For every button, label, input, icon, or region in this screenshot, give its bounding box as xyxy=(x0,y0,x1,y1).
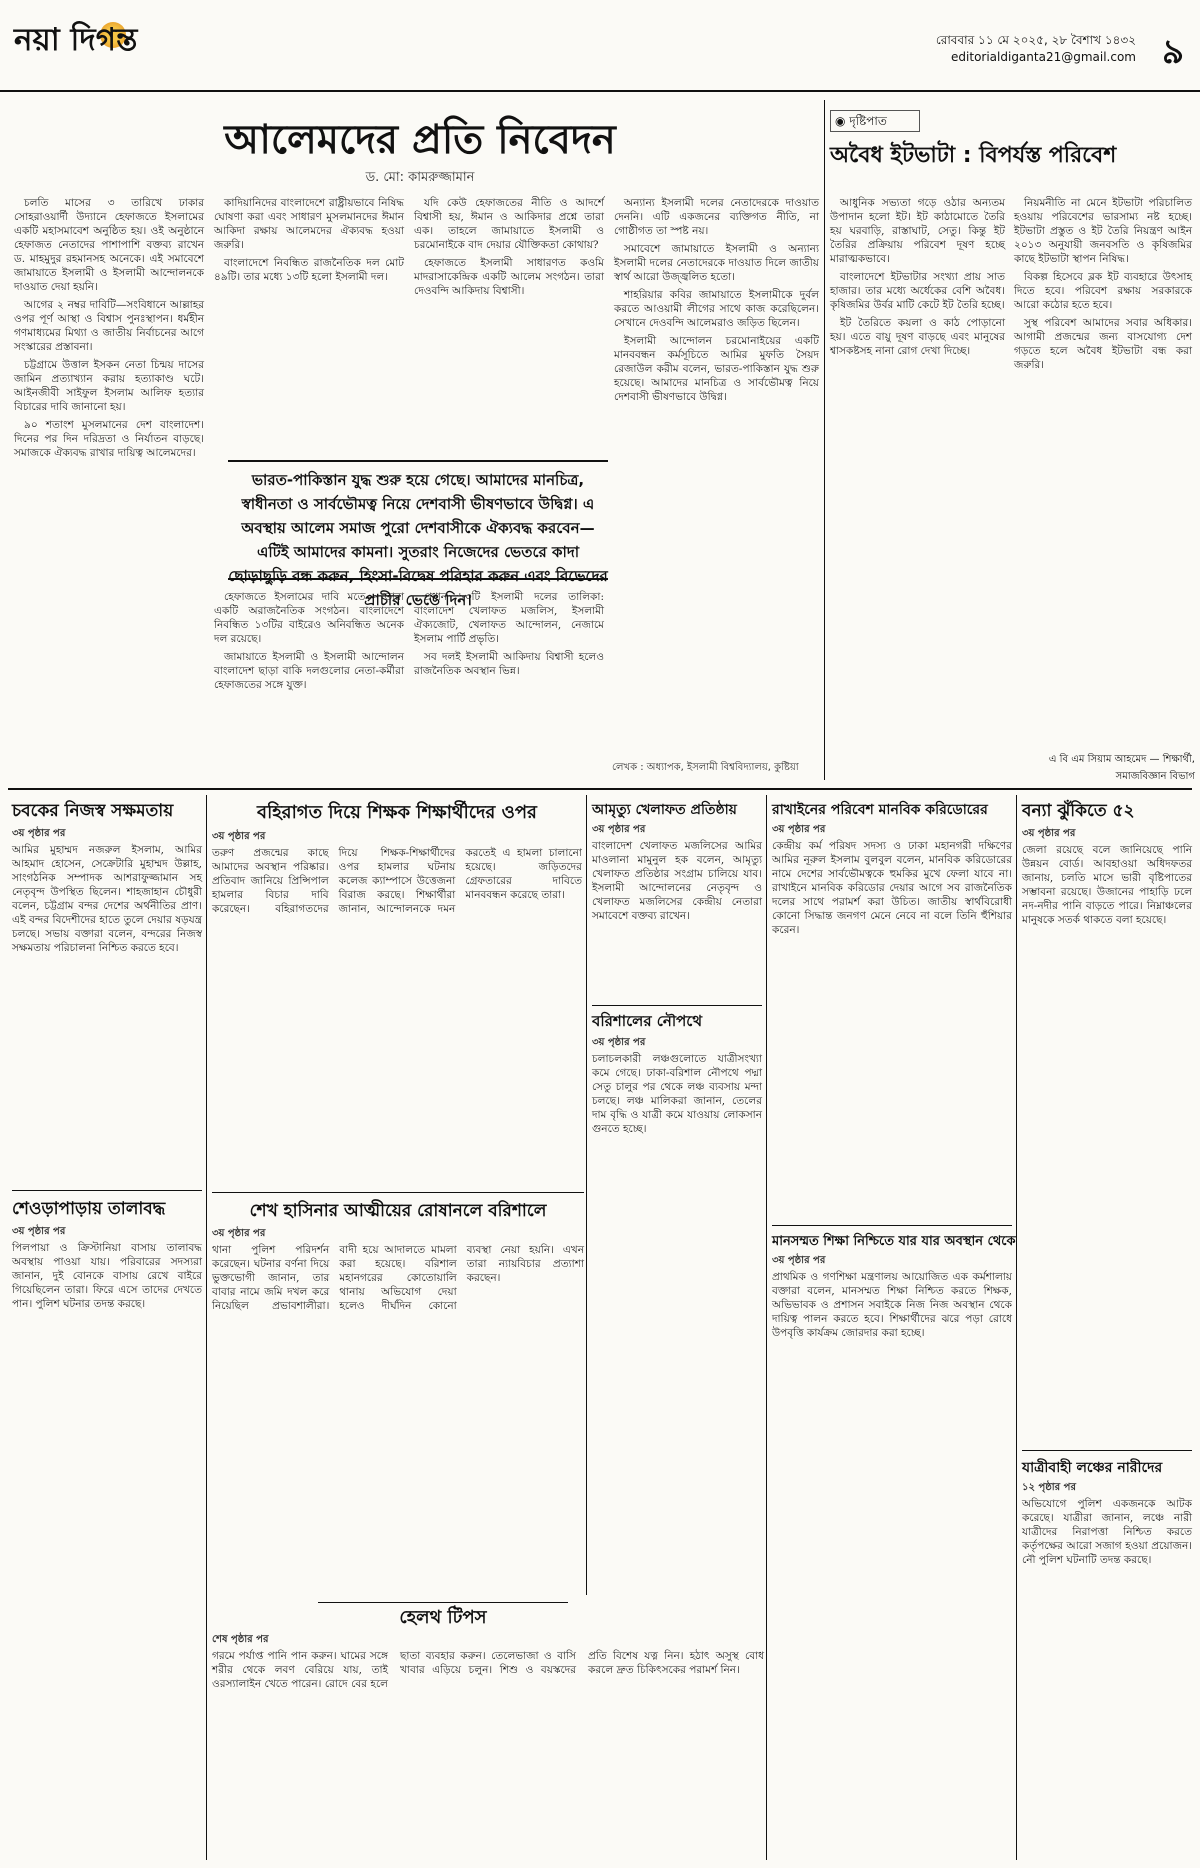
continuation-note: ৩য় পৃষ্ঠার পর xyxy=(212,1228,266,1239)
story-text: বাংলাদেশ খেলাফত মজলিসের আমির মাওলানা মামুনুল হক বলেন, আমৃত্যু খেলাফত প্রতিষ্ঠার সংগ্রাম চালিয়ে যাব। ইসলামী আন্দোলনের নেতৃবৃন্দ ও খেলাফত মজলিসের কেন্দ্রীয় নেতারা সমাবেশে বক্তব্য রাখেন। xyxy=(592,840,762,922)
column-divider xyxy=(586,795,587,1595)
paragraph: অন্যান্য ইসলামী দলের নেতাদেরকে দাওয়াত দেননি। এটি একজনের ব্যক্তিগত নীতি, না গোষ্ঠীগত তা স্পষ্ট নয়। xyxy=(614,197,819,237)
lead-column-3b xyxy=(414,590,604,775)
side-section-tag xyxy=(830,110,920,132)
paragraph: ইসলামী আন্দোলন চরমোনাইয়ের একটি মানববন্ধন কর্মসূচিতে আমির মুফতি সৈয়দ রেজাউল করীম বলেন, ভারত-পাকিস্তান যুদ্ধ শুরু হয়েছে। আমাদের মানচিত্র ও সার্বভৌমত্ব নিয়ে দেশবাসী ভীষণভাবে উদ্বিগ্ন। xyxy=(614,335,819,403)
paragraph: চলতি মাসের ৩ তারিখে ঢাকার সোহরাওয়ার্দী উদ্যানে হেফাজতে ইসলামের একটি মহাসমাবেশ অনুষ্ঠিত হয়। ওই অনুষ্ঠানে হেফাজত নেতাদের পাশাপাশি বক্তব্য রাখেন ড. মাহমুদুর রহমানসহ অনেকে। এই সমাবেশে জামায়াতে ইসলামী ও ইসলামী আন্দোলনকে দাওয়াত দেয়া হয়নি। xyxy=(14,197,204,293)
news-chakar xyxy=(12,798,202,1188)
paragraph: হেফাজতে ইসলামী সাধারণত কওমি মাদরাসাকেন্দ্রিক একটি আলেম সংগঠন। তারা দেওবন্দি আকিদায় বিশ্বাসী। xyxy=(414,257,604,297)
column-divider xyxy=(766,795,767,1860)
continuation-note: ৩য় পৃষ্ঠার পর xyxy=(772,824,826,835)
news-bohiragoto xyxy=(212,798,582,1188)
story-text: পিলপায়া ও ক্রিস্টানিয়া বাসায় তালাবদ্ধ অবস্থায় পাওয়া যায়। পরিবারের সদস্যরা জানান, দুই বোনকে বাসায় রেখে বাইরে গিয়েছিলেন তারা। ফিরে এসে তাদের দেখতে পান। পুলিশ ঘটনার তদন্ত করছে। xyxy=(12,1242,202,1310)
continuation-note: ৩য় পৃষ্ঠার পর xyxy=(592,824,646,835)
news-manasmato xyxy=(772,1232,1016,1852)
headline: বরিশালের নৌপথে xyxy=(592,1012,703,1030)
lead-column-1 xyxy=(14,196,204,776)
paragraph: চট্টগ্রামে উত্তাল ইসকন নেতা চিন্ময় দাসের জামিন প্রত্যাখ্যান করায় হত্যাকাণ্ড ঘটে। আইনজীবী সাইফুল ইসলাম আলিফ হত্যার বিচারের দাবি জানানো হয়। xyxy=(14,359,204,413)
headline: শেখ হাসিনার আত্মীয়ের রোষানলে বরিশালে xyxy=(249,1201,547,1221)
headline: মানসম্মত শিক্ষা নিশ্চিতে যার যার অবস্থান থেকে xyxy=(772,1234,1016,1249)
story-text: প্রাথমিক ও গণশিক্ষা মন্ত্রণালয় আয়োজিত এক কর্মশালায় বক্তারা বলেন, মানসম্মত শিক্ষা নিশ্চিত করতে শিক্ষক, অভিভাবক ও প্রশাসন সবাইকে নিজ নিজ অবস্থান থেকে দায়িত্ব পালন করতে হবে। শিক্ষার্থীদের ঝরে পড়া রোধে উপবৃত্তি কার্যক্রম জোরদার করা হচ্ছে। xyxy=(772,1271,1012,1339)
story-text: অভিযোগে পুলিশ একজনকে আটক করেছে। যাত্রীরা জানান, লঞ্চে নারী যাত্রীদের নিরাপত্তা নিশ্চিত করতে কর্তৃপক্ষের আরো সজাগ হওয়া প্রয়োজন। নৌ পুলিশ ঘটনাটি তদন্ত করছে। xyxy=(1022,1498,1192,1566)
paragraph: বিকল্প হিসেবে ব্লক ইট ব্যবহারে উৎসাহ দিতে হবে। পরিবেশ রক্ষায় সরকারকে আরো কঠোর হতে হবে। xyxy=(1014,271,1192,311)
side-title: অবৈধ ইটভাটা : বিপর্যস্ত পরিবেশ xyxy=(830,143,1117,168)
story-text: কেন্দ্রীয় কর্ম পরিষদ সদস্য ও ঢাকা মহানগরী দক্ষিণের আমির নূরুল ইসলাম বুলবুল বলেন, মানবিক করিডোরের নামে দেশের সার্বভৌমত্বকে হুমকির মুখে ফেলা যাবে না। রাখাইনে মানবিক করিডোর দেয়ার আগে সব রাজনৈতিক দলের সাথে পরামর্শ করা উচিত। জাতীয় স্বার্থবিরোধী কোনো সিদ্ধান্ত জনগণ মেনে নেবে না বলে তিনি হুঁশিয়ার করেন। xyxy=(772,840,1012,936)
lead-column-4 xyxy=(614,196,819,751)
lead-column-2b xyxy=(214,590,404,775)
paragraph: সুস্থ পরিবেশ আমাদের সবার অধিকার। আগামী প্রজন্মের জন্য বাসযোগ্য দেশ গড়তে হলে অবৈধ ইটভাটা বন্ধ করা জরুরি। xyxy=(1014,317,1192,371)
headline: বহিরাগত দিয়ে শিক্ষক শিক্ষার্থীদের ওপর xyxy=(257,802,537,823)
column-divider xyxy=(824,100,825,780)
continuation-note: ৩য় পৃষ্ঠার পর xyxy=(592,1037,646,1048)
divider xyxy=(592,1005,762,1006)
paragraph: বাংলাদেশে নিবন্ধিত রাজনৈতিক দল মোট ৪৯টি। তার মধ্যে ১৩টি হলো ইসলামী দল। xyxy=(214,257,404,283)
continuation-note: ৩য় পৃষ্ঠার পর xyxy=(1022,828,1076,839)
news-health xyxy=(212,1632,764,1858)
date-block xyxy=(936,32,1136,66)
side-column-1 xyxy=(830,196,1005,751)
headline: আমৃত্যু খেলাফত প্রতিষ্ঠায় xyxy=(592,802,737,818)
headline: শেওড়াপাড়ায় তালাবদ্ধ xyxy=(12,1199,166,1219)
health-tips-title: হেলথ টিপস xyxy=(318,1602,568,1626)
divider xyxy=(1022,1450,1192,1451)
paragraph: আগের ২ নম্বর দাবিটি—সংবিধানে আল্লাহর ওপর পূর্ণ আস্থা ও বিশ্বাস পুনঃস্থাপন। ধর্মহীন গণমাধ্যমের মিথ্যা ও জাতীয় নির্বাচনের আগে সংস্কারের প্রস্তাবনা। xyxy=(14,299,204,353)
eye-icon: ◉ xyxy=(835,114,846,128)
paragraph: ইট তৈরিতে কয়লা ও কাঠ পোড়ানো হয়। এতে বায়ু দূষণ বাড়ছে এবং মানুষের শ্বাসকষ্টসহ নানা রোগ দেখা দিচ্ছে। xyxy=(830,317,1005,357)
headline: রাখাইনের পরিবেশ মানবিক করিডোরের xyxy=(772,802,988,818)
side-author: এ বি এম সিয়াম আহমেদ — শিক্ষার্থী, সমাজবিজ্ঞান বিভাগ xyxy=(1048,754,1195,782)
story-text: জেলা রয়েছে বলে জানিয়েছে পানি উন্নয়ন বোর্ড। আবহাওয়া অধিদফতর জানায়, চলতি মাসে ভারী বৃষ্টিপাতের সম্ভাবনা রয়েছে। উজানের পাহাড়ি ঢলে নদ-নদীর পানি বাড়তে পারে। নিম্নাঞ্চলের মানুষকে সতর্ক থাকতে বলা হয়েছে। xyxy=(1022,844,1192,926)
paragraph: শাহরিয়ার কবির জামায়াতে ইসলামীকে দুর্বল করতে আওয়ামী লীগের সাথে কাজ করেছিলেন। সেখানে দেওবন্দি আলেমরাও জড়িত ছিলেন। xyxy=(614,289,819,329)
column-divider xyxy=(206,795,207,1860)
news-shewra xyxy=(12,1196,202,1856)
paragraph: নিয়মনীতি না মেনে ইটভাটা পরিচালিত হওয়ায় পরিবেশের ভারসাম্য নষ্ট হচ্ছে। ইটভাটা প্রস্তুত ও ইট তৈরি নিয়ন্ত্রণ আইন ২০১৩ অনুযায়ী জনবসতি ও কৃষিজমির কাছে ইটভাটা স্থাপন নিষিদ্ধ। xyxy=(1014,197,1192,265)
paragraph: জামায়াতে ইসলামী ও ইসলামী আন্দোলন বাংলাদেশ ছাড়া বাকি দলগুলোর নেতা-কর্মীরা হেফাজতের সঙ্গে যুক্ত। xyxy=(214,651,404,691)
newspaper-logo: নয়া দিগন্ত xyxy=(14,22,138,58)
paragraph: ৯০ শতাংশ মুসলমানের দেশ বাংলাদেশ। দিনের পর দিন দরিদ্রতা ও নির্যাতন বাড়ছে। সমাজকে ঐক্যবদ্ধ রাখার দায়িত্ব আলেমদের। xyxy=(14,419,204,459)
continuation-note: ৩য় পৃষ্ঠার পর xyxy=(212,831,266,842)
paragraph: সমাবেশে জামায়াতে ইসলামী ও অন্যান্য ইসলামী দলের নেতাদেরকে দাওয়াত দিলে জাতীয় স্বার্থ আরো উজ্জ্বলিত হতো। xyxy=(614,243,819,283)
news-amuktu xyxy=(592,798,762,998)
page-number: ৯ xyxy=(1161,32,1184,72)
continuation-note: ৩য় পৃষ্ঠার পর xyxy=(772,1255,826,1266)
continuation-note: ১২ পৃষ্ঠার পর xyxy=(1022,1482,1076,1493)
section-divider xyxy=(8,788,1192,790)
headline: বন্যা ঝুঁকিতে ৫২ xyxy=(1022,801,1135,821)
lead-byline: ড. মো: কামরুজ্জামান xyxy=(365,170,475,185)
paragraph: প্রধান ১৩টি ইসলামী দলের তালিকা: বাংলাদেশ খেলাফত মজলিস, ইসলামী ঐক্যজোট, খেলাফত আন্দোলন, নেজামে ইসলাম পার্টি প্রভৃতি। xyxy=(414,591,604,645)
story-text: তরুণ প্রজন্মের কাছে আমাদের অবস্থান পরিষ্কার। প্রতিবাদ জানিয়ে প্রিন্সিপাল হামলার বিচার দাবি করেছেন। বহিরাগতদের দিয়ে শিক্ষক-শিক্ষার্থীদের ওপর হামলার ঘটনায় কলেজ ক্যাম্পাসে উত্তেজনা বিরাজ করছে। শিক্ষার্থীরা জানান, আন্দোলনকে দমন করতেই এ হামলা চালানো হয়েছে। জড়িতদের গ্রেফতারের দাবিতে মানববন্ধন করেছে তারা। xyxy=(212,847,582,915)
date-line: রোববার ১১ মে ২০২৫, ২৮ বৈশাখ ১৪৩২ xyxy=(935,33,1136,47)
story-text: গরমে পর্যাপ্ত পানি পান করুন। ঘামের সঙ্গে শরীর থেকে লবণ বেরিয়ে যায়, তাই ওরস্যালাইন খেতে পারেন। রোদে বের হলে ছাতা ব্যবহার করুন। তেলেভাজা ও বাসি খাবার এড়িয়ে চলুন। শিশু ও বয়স্কদের প্রতি বিশেষ যত্ন নিন। হঠাৎ অসুস্থ বোধ করলে দ্রুত চিকিৎসকের পরামর্শ নিন। xyxy=(212,1650,764,1690)
side-tag-label: দৃষ্টিপাত xyxy=(849,114,887,128)
headline: চবকের নিজস্ব সক্ষমতায় xyxy=(12,801,174,821)
story-text: চলাচলকারী লঞ্চগুলোতে যাত্রীসংখ্যা কমে গেছে। ঢাকা-বরিশাল নৌপথে পদ্মা সেতু চালুর পর থেকে লঞ্চ ব্যবসায় মন্দা চলছে। লঞ্চ মালিকরা জানান, তেলের দাম বৃদ্ধি ও যাত্রী কমে যাওয়ায় লোকসান গুনতে হচ্ছে। xyxy=(592,1053,762,1135)
story-text: আমির মুহাম্মদ নজরুল ইসলাম, আমির আহমাদ হোসেন, সেক্রেটারি মুহাম্মদ উল্লাহ, সাংগঠনিক সম্পাদক আশরাফুজ্জামান সহ নেতৃবৃন্দ উপস্থিত ছিলেন। শাহজাহান চৌধুরী বলেন, চট্টগ্রাম বন্দর দেশের অর্থনীতির প্রাণ। এই বন্দর বিদেশীদের হাতে তুলে দেয়ার ষড়যন্ত্র চলছে। সভায় বক্তারা বলেন, বন্দরের নিজস্ব সক্ষমতায় পরিচালনা নিশ্চিত করতে হবে। xyxy=(12,844,202,954)
news-jatri xyxy=(1022,1456,1192,1856)
headline: যাত্রীবাহী লঞ্চের নারীদের xyxy=(1022,1460,1163,1476)
divider xyxy=(212,1192,584,1193)
paragraph: আধুনিক সভ্যতা গড়ে ওঠার অন্যতম উপাদান হলো ইট। ইট কাঠামোতে তৈরি হয় ঘরবাড়ি, রাস্তাঘাট, সেতু। কিন্তু ইট তৈরির প্রক্রিয়ায় পরিবেশ দূষণ হচ্ছে মারাত্মকভাবে। xyxy=(830,197,1005,265)
lead-writer-note: লেখক : অধ্যাপক, ইসলামী বিশ্ববিদ্যালয়, কুষ্টিয়া xyxy=(612,762,799,773)
divider xyxy=(772,1225,1012,1226)
news-barishal-noupoth xyxy=(592,1010,762,1250)
news-sheikh xyxy=(212,1198,584,1596)
continuation-note: ৩য় পৃষ্ঠার পর xyxy=(12,1226,66,1237)
news-bonna xyxy=(1022,798,1192,1438)
lead-title: আলেমদের প্রতি নিবেদন xyxy=(224,117,616,163)
pull-quote: ভারত-পাকিস্তান যুদ্ধ শুরু হয়ে গেছে। আমাদের মানচিত্র, স্বাধীনতা ও সার্বভৌমত্ব নিয়ে দেশবাসী ভীষণভাবে উদ্বিগ্ন। এ অবস্থায় আলেম সমাজ পুরো দেশবাসীকে ঐক্যবদ্ধ করবেন—এটিই আমাদের কামনা। সুতরাং নিজেদের ভেতরে কাদা ছোড়াছুড়ি বন্ধ করুন, হিংসা-বিদ্বেষ পরিহার করুন এবং বিভেদের প্রাচীর ভেঙে দিন। xyxy=(228,460,608,580)
paragraph: হেফাজতে ইসলামের দাবি মতে— তারা একটি অরাজনৈতিক সংগঠন। বাংলাদেশে নিবন্ধিত ১৩টির বাইরেও অনিবন্ধিত অনেক দল রয়েছে। xyxy=(214,591,404,645)
divider xyxy=(12,1190,202,1191)
continuation-note: শেষ পৃষ্ঠার পর xyxy=(212,1634,269,1645)
masthead xyxy=(0,0,1200,92)
story-text: থানা পুলিশ পরিদর্শন করেছেন। ঘটনার বর্ণনা দিয়ে ভুক্তভোগী জানান, তার বাবার নামে জমি দখল করে নিয়েছিল প্রভাবশালীরা। বাদী হয়ে আদালতে মামলা করা হয়েছে। বরিশাল মহানগরের কোতোয়ালি থানায় অভিযোগ দেয়া হলেও দীর্ঘদিন কোনো ব্যবস্থা নেয়া হয়নি। এখন তারা ন্যায়বিচার প্রত্যাশা করছেন। xyxy=(212,1244,584,1312)
side-column-2 xyxy=(1014,196,1192,746)
paragraph: যদি কেউ হেফাজতের নীতি ও আদর্শে বিশ্বাসী হয়, ঈমান ও আকিদার প্রশ্নে তারা এক। তাহলে জামায়াতে ইসলামী ও চরমোনাইকে বাদ দেয়ার যৌক্তিকতা কোথায়? xyxy=(414,197,604,251)
paragraph: বাংলাদেশে ইটভাটার সংখ্যা প্রায় সাত হাজার। তার মধ্যে অর্ধেকের বেশি অবৈধ। কৃষিজমির উর্বর মাটি কেটে ইট তৈরি হচ্ছে। xyxy=(830,271,1005,311)
paragraph: সব দলই ইসলামী আকিদায় বিশ্বাসী হলেও রাজনৈতিক অবস্থান ভিন্ন। xyxy=(414,651,604,677)
paragraph: কাদিয়ানিদের বাংলাদেশে রাষ্ট্রীয়ভাবে নিষিদ্ধ ঘোষণা করা এবং সাধারণ মুসলমানদের ঈমান আকিদা রক্ষায় আলেমদের ঐক্যবদ্ধ হওয়া জরুরি। xyxy=(214,197,404,251)
lead-column-2 xyxy=(214,196,404,451)
continuation-note: ৩য় পৃষ্ঠার পর xyxy=(12,828,66,839)
editorial-email: editorialdiganta21@gmail.com xyxy=(951,50,1136,64)
column-divider xyxy=(1016,795,1017,1860)
lead-column-3 xyxy=(414,196,604,451)
news-rakhaine xyxy=(772,798,1012,1218)
